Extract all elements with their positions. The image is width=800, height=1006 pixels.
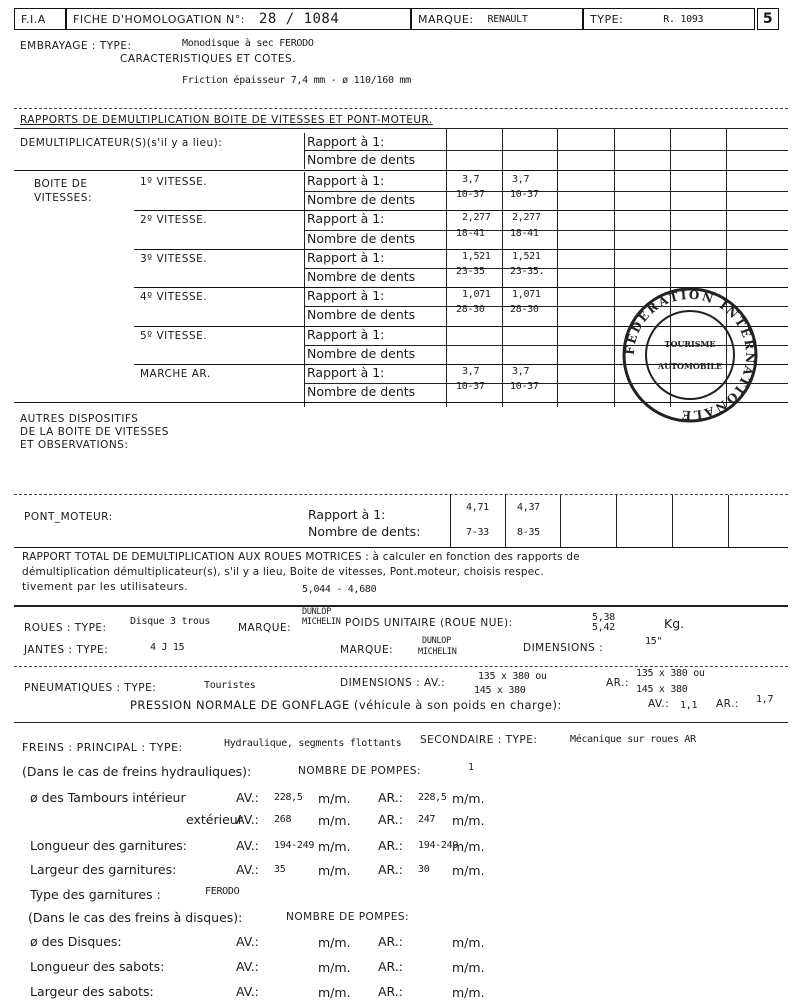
freins-mm-unit: m/m.	[318, 960, 351, 975]
pont-d2: 8-35	[517, 527, 540, 538]
embrayage-label: EMBRAYAGE : TYPE:	[20, 40, 132, 52]
pneus-pression-ar: 1,7	[756, 694, 774, 705]
gear-dents-value: 28-30	[456, 304, 485, 316]
freins-principal-label: FREINS : PRINCIPAL : TYPE:	[22, 741, 183, 754]
gear-name: 2º VITESSE.	[140, 214, 208, 227]
freins-pompes-value: 1	[468, 762, 474, 773]
jantes-label: JANTES : TYPE:	[24, 644, 109, 656]
freins-av-value: 194-249	[274, 840, 315, 851]
gear-rapport-label: Rapport à 1:	[307, 211, 385, 227]
freins-mm-unit: m/m.	[452, 863, 485, 878]
freins-ar-value: 194-249	[418, 840, 459, 851]
gear-rapport-value: 1,521	[462, 250, 491, 262]
freins-av-label: AV.:	[236, 790, 259, 805]
rapport-total-value: 5,044 - 4,680	[302, 584, 377, 595]
jantes-dimensions-label: DIMENSIONS :	[523, 642, 604, 654]
stamp-outer-text: FEDERATION INTERNATIONALE	[622, 287, 758, 423]
fia-stamp	[615, 285, 765, 425]
freins-mm-unit: m/m.	[318, 839, 351, 854]
freins-ar-label: AR.:	[378, 959, 403, 974]
row-rule	[304, 191, 788, 192]
rapport-total-line-2: démultiplication démultiplicateur(s), s'il y a lieu, Boite de vitesses, Pont.moteur, choisis respec.	[22, 566, 544, 578]
grid-col	[728, 495, 729, 547]
freins-principal-value: Hydraulique, segments flottants	[224, 738, 402, 749]
gear-dents-label: Nombre de dents	[307, 345, 416, 361]
row-rule	[134, 249, 788, 250]
gear-rapport-label: Rapport à 1:	[307, 288, 385, 304]
freins-av-label: AV.:	[236, 812, 259, 827]
roues-marque-label: MARQUE:	[238, 622, 292, 634]
freins-ar-label: AR.:	[378, 812, 403, 827]
gear-name: 3º VITESSE.	[140, 252, 208, 265]
gear-rapport-value: 2,277	[512, 212, 541, 224]
gear-name: MARCHE AR.	[140, 368, 211, 380]
header-marque-box	[411, 8, 583, 30]
stamp-inner-2: AUTOMOBILE	[657, 361, 723, 371]
pneus-label: PNEUMATIQUES : TYPE:	[24, 682, 157, 694]
freins-row-label: Largeur des sabots:	[30, 984, 154, 999]
freins-av-label: AV.:	[236, 838, 259, 853]
gear-dents-label: Nombre de dents	[307, 230, 416, 246]
pneus-type-value: Touristes	[204, 680, 256, 691]
gear-dents-value: 10-37	[510, 189, 539, 201]
pont-rapport-label: Rapport à 1:	[308, 507, 386, 522]
freins-mm-unit: m/m.	[318, 935, 351, 950]
freins-ar-value: 30	[418, 864, 430, 875]
pneus-av-2: 145 x 380	[474, 685, 526, 696]
freins-ar-label: AR.:	[378, 934, 403, 949]
freins-av-label: AV.:	[236, 959, 259, 974]
roues-type-value: Disque 3 trous	[130, 616, 211, 627]
row-rule	[14, 722, 788, 723]
gear-rapport-label: Rapport à 1:	[307, 173, 385, 188]
freins-row-label: Longueur des sabots:	[30, 959, 165, 974]
gear-dents-value: 23-35.	[510, 266, 545, 277]
freins-av-label: AV.:	[236, 934, 259, 949]
freins-row-label: ø des Disques:	[30, 934, 122, 949]
gear-rapport-value: 2,277	[462, 212, 491, 224]
gear-rapport-label: Rapport à 1:	[307, 249, 385, 265]
autres-label-2: DE LA BOITE DE VITESSES	[20, 426, 169, 438]
gear-dents-label: Nombre de dents	[307, 384, 416, 400]
gear-rapport-value: 3,7	[462, 174, 480, 185]
stamp-inner-1: TOURISME	[664, 339, 716, 349]
freins-mm-unit: m/m.	[452, 985, 485, 1000]
pneus-pression-av-label: AV.:	[648, 698, 670, 710]
gear-rapport-value: 3,7	[512, 174, 530, 185]
freins-type-garn-label: Type des garnitures :	[30, 887, 161, 902]
gear-dents-label: Nombre de dents	[307, 307, 416, 323]
roues-label: ROUES : TYPE:	[24, 622, 107, 634]
gear-dents-value: 10-37	[456, 189, 485, 201]
gear-rapport-value: 1,071	[462, 289, 491, 301]
header-fiche-box	[66, 8, 411, 30]
pont-r2: 4,37	[517, 502, 540, 513]
marque-value: RENAULT	[487, 13, 528, 25]
pneus-dimensions-label: DIMENSIONS : AV.:	[340, 677, 446, 689]
row-rule	[304, 150, 788, 151]
freins-row-label: ø des Tambours intérieur	[30, 790, 186, 805]
freins-disques-pompes-label: NOMBRE DE POMPES:	[286, 911, 410, 923]
pneus-ar-2: 145 x 380	[636, 684, 688, 695]
gear-dents-value: 23-35	[456, 266, 485, 277]
rapport-total-line-3: tivement par les utilisateurs.	[22, 581, 189, 593]
freins-mm-unit: m/m.	[452, 935, 485, 950]
freins-av-value: 228,5	[274, 792, 303, 803]
grid-col	[304, 133, 305, 169]
divider	[14, 666, 788, 667]
freins-row-label: Largeur des garnitures:	[30, 862, 177, 877]
freins-av-label: AV.:	[236, 862, 259, 877]
grid-col	[672, 495, 673, 547]
pneus-pression-av: 1,1	[680, 700, 698, 711]
freins-mm-unit: m/m.	[318, 791, 351, 806]
fiche-number: 28 / 1084	[258, 11, 340, 27]
grid-col	[450, 495, 451, 547]
pneus-av-1: 135 x 380 ou	[478, 671, 547, 682]
page-number: 5	[762, 11, 774, 27]
grid-col	[304, 172, 305, 407]
freins-ar-label: AR.:	[378, 862, 403, 877]
jantes-type-value: 4 J 15	[150, 642, 185, 653]
freins-secondaire-label: SECONDAIRE : TYPE:	[420, 734, 538, 746]
roues-poids-label: POIDS UNITAIRE (ROUE NUE):	[345, 617, 513, 629]
roues-marque-2: MICHELIN	[302, 617, 341, 627]
pneus-pression-label: PRESSION NORMALE DE GONFLAGE (véhicule à son poids en charge):	[130, 698, 562, 712]
freins-mm-unit: m/m.	[452, 813, 485, 828]
gear-dents-value: 18-41	[510, 227, 539, 239]
row-rule	[134, 210, 788, 211]
row-rule	[304, 230, 788, 231]
row-rule	[304, 268, 788, 269]
gear-dents-label: Nombre de dents	[307, 192, 416, 208]
freins-ar-value: 228,5	[418, 792, 447, 803]
header-page-box	[757, 8, 779, 30]
gear-name: 5º VITESSE.	[140, 329, 208, 342]
fia-label: F.I.A	[21, 12, 46, 26]
freins-mm-unit: m/m.	[318, 985, 351, 1000]
boite-label-1: BOITE DE	[34, 178, 88, 190]
gear-name: 1º VITESSE.	[140, 176, 208, 188]
pneus-ar-label: AR.:	[606, 677, 629, 689]
gear-rapport-value: 1,071	[512, 289, 541, 301]
freins-mm-unit: m/m.	[452, 791, 485, 806]
roues-poids-1: 5,38	[592, 612, 615, 623]
pont-r1: 4,71	[466, 502, 489, 513]
type-value: R. 1093	[663, 13, 704, 25]
demult-rapport-label: Rapport à 1:	[307, 134, 385, 149]
roues-marque-1: DUNLOP	[302, 607, 331, 617]
autres-label-1: AUTRES DISPOSITIFS	[20, 413, 139, 425]
freins-av-value: 35	[274, 864, 286, 875]
pont-d1: 7-33	[466, 527, 489, 538]
pneus-ar-1: 135 x 380 ou	[636, 668, 705, 679]
freins-av-value: 268	[274, 814, 292, 825]
rapport-total-line-1: RAPPORT TOTAL DE DEMULTIPLICATION AUX ROUES MOTRICES : à calculer en fonction des rapports de	[22, 551, 580, 563]
jantes-dimensions-value: 15"	[645, 636, 663, 647]
type-label: TYPE:	[590, 12, 624, 26]
freins-ar-label: AR.:	[378, 790, 403, 805]
gear-rapport-label: Rapport à 1:	[307, 365, 385, 380]
demult-dents-label: Nombre de dents	[307, 152, 416, 167]
gear-rapport-value: 1,521	[512, 250, 541, 262]
jantes-marque-2: MICHELIN	[418, 647, 457, 657]
freins-ar-value: 247	[418, 814, 436, 825]
grid-col	[560, 495, 561, 547]
gear-rapport-value: 3,7	[462, 366, 480, 377]
pneus-pression-ar-label: AR.:	[716, 698, 739, 710]
freins-row-label: Longueur des garnitures:	[30, 838, 188, 853]
gear-dents-value: 18-41	[456, 227, 485, 239]
header-fia-box	[14, 8, 66, 30]
embrayage-caracteristiques: CARACTERISTIQUES ET COTES.	[120, 53, 296, 65]
freins-row-label: extérieur	[186, 812, 243, 827]
row-rule	[14, 605, 788, 607]
jantes-marque-1: DUNLOP	[422, 636, 451, 646]
freins-hydro-label: (Dans le cas de freins hydrauliques):	[22, 764, 252, 779]
freins-disques-intro: (Dans le cas des freins à disques):	[28, 910, 243, 925]
freins-type-garn-value: FERODO	[205, 886, 240, 897]
row-rule	[14, 547, 788, 548]
row-rule	[14, 170, 788, 171]
freins-mm-unit: m/m.	[452, 839, 485, 854]
freins-ar-label: AR.:	[378, 984, 403, 999]
freins-mm-unit: m/m.	[452, 960, 485, 975]
gear-rapport-value: 3,7	[512, 366, 530, 377]
divider	[14, 108, 788, 109]
embrayage-friction: Friction épaisseur 7,4 mm - ø 110/160 mm	[182, 75, 411, 86]
gear-dents-label: Nombre de dents	[307, 269, 416, 284]
rapports-title: RAPPORTS DE DEMULTIPLICATION BOITE DE VITESSES ET PONT-MOTEUR.	[20, 114, 433, 126]
grid-col	[616, 495, 617, 547]
rapports-top-rule	[14, 128, 788, 129]
gear-dents-value: 10-37	[510, 381, 539, 393]
autres-label-3: ET OBSERVATIONS:	[20, 439, 129, 451]
boite-label-2: VITESSES:	[34, 192, 92, 204]
freins-av-label: AV.:	[236, 984, 259, 999]
header-type-box	[583, 8, 755, 30]
embrayage-type-value: Monodisque à sec FERODO	[182, 38, 314, 49]
pont-label: PONT_MOTEUR:	[24, 511, 113, 523]
freins-pompes-label: NOMBRE DE POMPES:	[298, 765, 422, 777]
freins-secondaire-value: Mécanique sur roues AR	[570, 734, 696, 745]
gear-dents-value: 10-37	[456, 381, 485, 393]
grid-col	[505, 495, 506, 547]
pont-dents-label: Nombre de dents:	[308, 524, 421, 539]
fiche-label: FICHE D'HOMOLOGATION N°:	[73, 12, 245, 26]
roues-poids-2: 5,42	[592, 622, 615, 633]
freins-mm-unit: m/m.	[318, 813, 351, 828]
marque-label: MARQUE:	[418, 12, 474, 26]
freins-mm-unit: m/m.	[318, 863, 351, 878]
gear-name: 4º VITESSE.	[140, 291, 208, 304]
gear-rapport-label: Rapport à 1:	[307, 326, 385, 342]
jantes-marque-label: MARQUE:	[340, 644, 394, 656]
roues-kg: Kg.	[664, 616, 685, 631]
demultiplicateur-label: DEMULTIPLICATEUR(S)(s'il y a lieu):	[20, 137, 223, 149]
freins-ar-label: AR.:	[378, 838, 403, 853]
gear-dents-value: 28-30	[510, 304, 539, 316]
